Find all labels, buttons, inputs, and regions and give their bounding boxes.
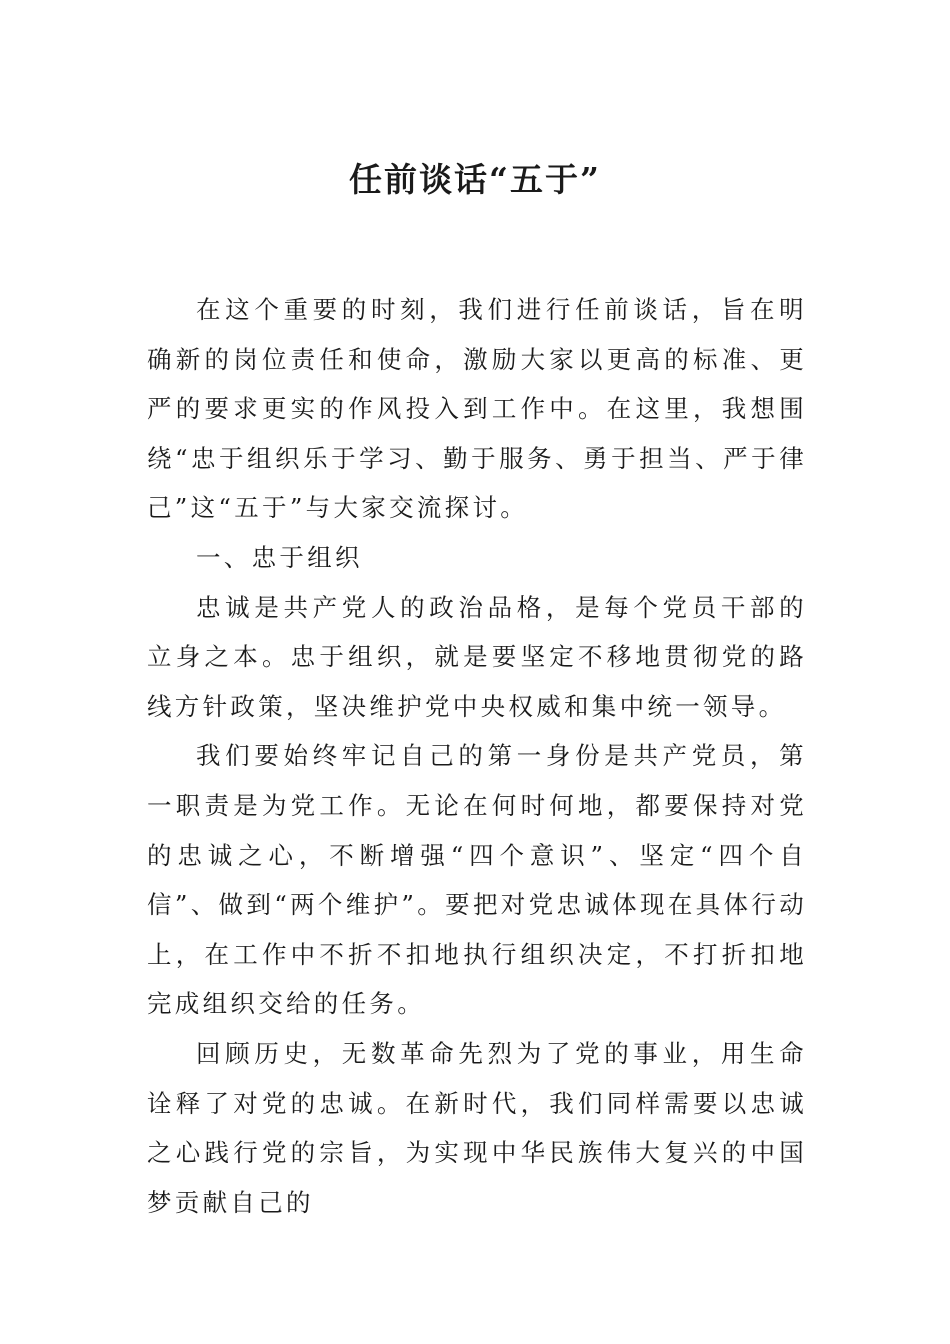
paragraph-history: 回顾历史，无数革命先烈为了党的事业，用生命诠释了对党的忠诚。在新时代，我们同样需要以忠诚之心践行党的宗旨，为实现中华民族伟大复兴的中国梦贡献自己的 (147, 1038, 807, 1217)
section-heading-1: 一、忠于组织 (196, 542, 363, 572)
paragraph-loyalty-action: 我们要始终牢记自己的第一身份是共产党员，第一职责是为党工作。无论在何时何地，都要保持对党的忠诚之心，不断增强“四个意识”、坚定“四个自信”、做到“两个维护”。要把对党忠诚体现在具体行动上，在工作中不折不扣地执行组织决定，不打折扣地完成组织交给的任务。 (147, 741, 807, 1019)
document-body (147, 285, 807, 1227)
paragraph-intro: 在这个重要的时刻，我们进行任前谈话，旨在明确新的岗位责任和使命，激励大家以更高的标准、更严的要求更实的作风投入到工作中。在这里，我想围绕“忠于组织乐于学习、勤于服务、勇于担当、严于律己”这“五于”与大家交流探讨。 (147, 295, 807, 523)
paragraph-loyalty-definition: 忠诚是共产党人的政治品格，是每个党员干部的立身之本。忠于组织，就是要坚定不移地贯彻党的路线方针政策，坚决维护党中央权威和集中统一领导。 (147, 592, 807, 721)
document-title: 任前谈话“五于” (349, 160, 601, 199)
